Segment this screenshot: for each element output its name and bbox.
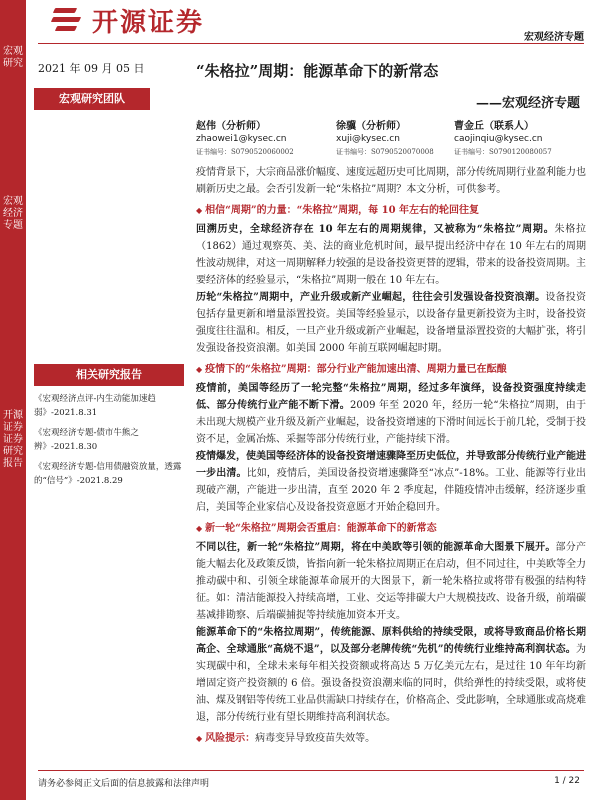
sidebar-label-top: 宏观研究 [3, 46, 23, 69]
author-card [196, 120, 294, 159]
team-badge: 宏观研究团队 [34, 88, 150, 110]
author-email[interactable]: caojinqiu@kysec.cn [454, 134, 543, 144]
author-cert: 证书编号：S0790520060002 [196, 148, 294, 156]
author-card [454, 120, 552, 159]
bullet-triangle-icon: ◆ [196, 364, 203, 374]
sidebar-label-mid: 宏观经济专题 [3, 196, 23, 231]
section-heading: ◆ 新一轮“朱格拉”周期会否重启：能源革命下的新常态 [196, 523, 437, 534]
header-report-type: 宏观经济专题 [524, 32, 584, 43]
author-email[interactable]: zhaowei1@kysec.cn [196, 134, 287, 144]
author-cert: 证书编号：S0790120080057 [454, 148, 552, 156]
related-report-link[interactable]: 《宏观经济专题-债市牛熊之辨》-2021.8.30 [34, 428, 139, 452]
footer-divider [38, 770, 584, 771]
page-number: 1 / 22 [554, 776, 580, 786]
paragraph: 回溯历史，全球经济存在 10 年左右的周期规律，又被称为“朱格拉”周期。朱格拉（1862）通过观察英、美、法的商业危机时间，最早提出经济中存在 10 年左右的周期性波动规律，对这一周期解释力较强的是设备投资更替的逻辑，带来的设备投资周期。主要经济体的经验显示，“朱格拉”周期一般在 10 年左右。 [196, 224, 587, 286]
logo-text: 开源证券 [92, 7, 205, 38]
risk-note: ◆ 风险提示：病毒变异导致疫苗失效等。 [196, 733, 376, 744]
author-name: 曹金丘（联系人） [454, 121, 534, 132]
author-list [196, 120, 586, 164]
footer-disclaimer[interactable]: 请务必参阅正文后面的信息披露和法律声明 [38, 779, 210, 789]
paragraph: 历轮“朱格拉”周期中，产业升级或新产业崛起，往往会引发强设备投资浪潮。设备投资包括存量更新和增量添置投资。美国等经验显示，以设备存量更新投资为主时，设备投资强度往往温和。相反，一旦产业升级或新产业崛起，设备增量添置投资的大幅扩张，将引发强设备投资浪潮。如美国 2000 年前互联网崛起时期。 [196, 292, 586, 354]
related-reports-title: 相关研究报告 [34, 364, 184, 386]
related-reports [34, 364, 184, 488]
bullet-triangle-icon: ◆ [196, 523, 203, 533]
report-title: “朱格拉”周期：能源革命下的新常态 [196, 62, 439, 80]
bullet-triangle-icon: ◆ [196, 733, 203, 743]
report-date: 2021 年 09 月 05 日 [38, 62, 145, 75]
header-divider [38, 43, 584, 44]
paragraph: 疫情爆发，使美国等经济体的设备投资增速骤降至历史低位，并导致部分传统行业产能进一步出清。比如，疫情后，美国设备投资增速骤降至“冰点”-18%。工业、能源等行业出现破产潮，产能进一步出清，直至 2020 年 2 季度起，伴随疫情冲击缓解，经济逐步重启，美国等企业家信心及设备投资意愿才开始企稳回升。 [196, 451, 586, 513]
sidebar-label-bottom: 开源证券 证券研究报告 [3, 410, 23, 469]
author-cert: 证书编号：S0790520070008 [336, 148, 434, 156]
logo-icon [50, 4, 84, 36]
intro-paragraph: 疫情背景下，大宗商品涨价幅度、速度远超历史可比周期，部分传统周期行业盈利能力也刷新历史之最。会否引发新一轮“朱格拉”周期？本文分析，可供参考。 [196, 167, 586, 195]
author-card [336, 120, 434, 159]
brand-logo [50, 2, 204, 38]
related-report-link[interactable]: 《宏观经济专题-信用债融资放量，透露的“信号”》-2021.8.29 [34, 462, 182, 486]
author-name: 徐骥（分析师） [336, 121, 406, 132]
report-subtitle: ——宏观经济专题 [475, 96, 580, 111]
sidebar [0, 0, 26, 800]
related-report-link[interactable]: 《宏观经济点评-内生动能加速趋弱》-2021.8.31 [34, 394, 156, 418]
report-body [196, 164, 586, 749]
bullet-triangle-icon: ◆ [196, 205, 203, 215]
author-email[interactable]: xuji@kysec.cn [336, 134, 400, 144]
paragraph: 疫情前，美国等经历了一轮完整“朱格拉”周期，经过多年演绎，设备投资强度持续走低、部分传统行业产能不断下滑。2009 年至 2020 年，经历一轮“朱格拉”周期，由于未出现大规模产业升级及新产业崛起，设备投资增速的下滑时间远长于前几轮，受制于投资不足，金属冶炼、采掘等部分传统行业，产能持续下滑。 [196, 383, 586, 445]
paragraph: 不同以往，新一轮“朱格拉”周期，将在中美欧等引领的能源革命大图景下展开。部分产能大幅去化及政策反馈，皆指向新一轮朱格拉周期正在启动，但不同过往，中美欧等全力推动碳中和、引领全球能源革命展开的大图景下，新一轮朱格拉或将带有极强的结构特征。如：清洁能源投入持续高增，工业、交运等排碳大户大规模技改、设备升级，前端碳基减排勘察、后端碳捕捉等持续施加资本开支。 [196, 542, 586, 621]
section-heading: ◆ 疫情下的“朱格拉”周期：部分行业产能加速出清、周期力量已在酝酿 [196, 364, 507, 375]
paragraph: 能源革命下的“朱格拉周期”，传统能源、原料供给的持续受限，或将导致商品价格长期高企、全球通胀“高烧不退”，以及部分老牌传统“先机”的传统行业维持高利润状态。为实现碳中和，全球未来每年相关投资额或将高达 5 万亿美元左右，是过往 10 年年均新增固定资产投资额的 6 倍。强设备投资浪潮来临的同时，供给弹性的持续受限，或将使油、煤及钢铝等传统工业品供需缺口持续存在，价格高企、受此影响，全球通胀或高烧难退，部分传统行业有望长期维持高利润状态。 [196, 627, 586, 723]
section-heading: ◆ 相信“周期”的力量：“朱格拉”周期，每 10 年左右的轮回往复 [196, 205, 480, 216]
author-name: 赵伟（分析师） [196, 121, 266, 132]
